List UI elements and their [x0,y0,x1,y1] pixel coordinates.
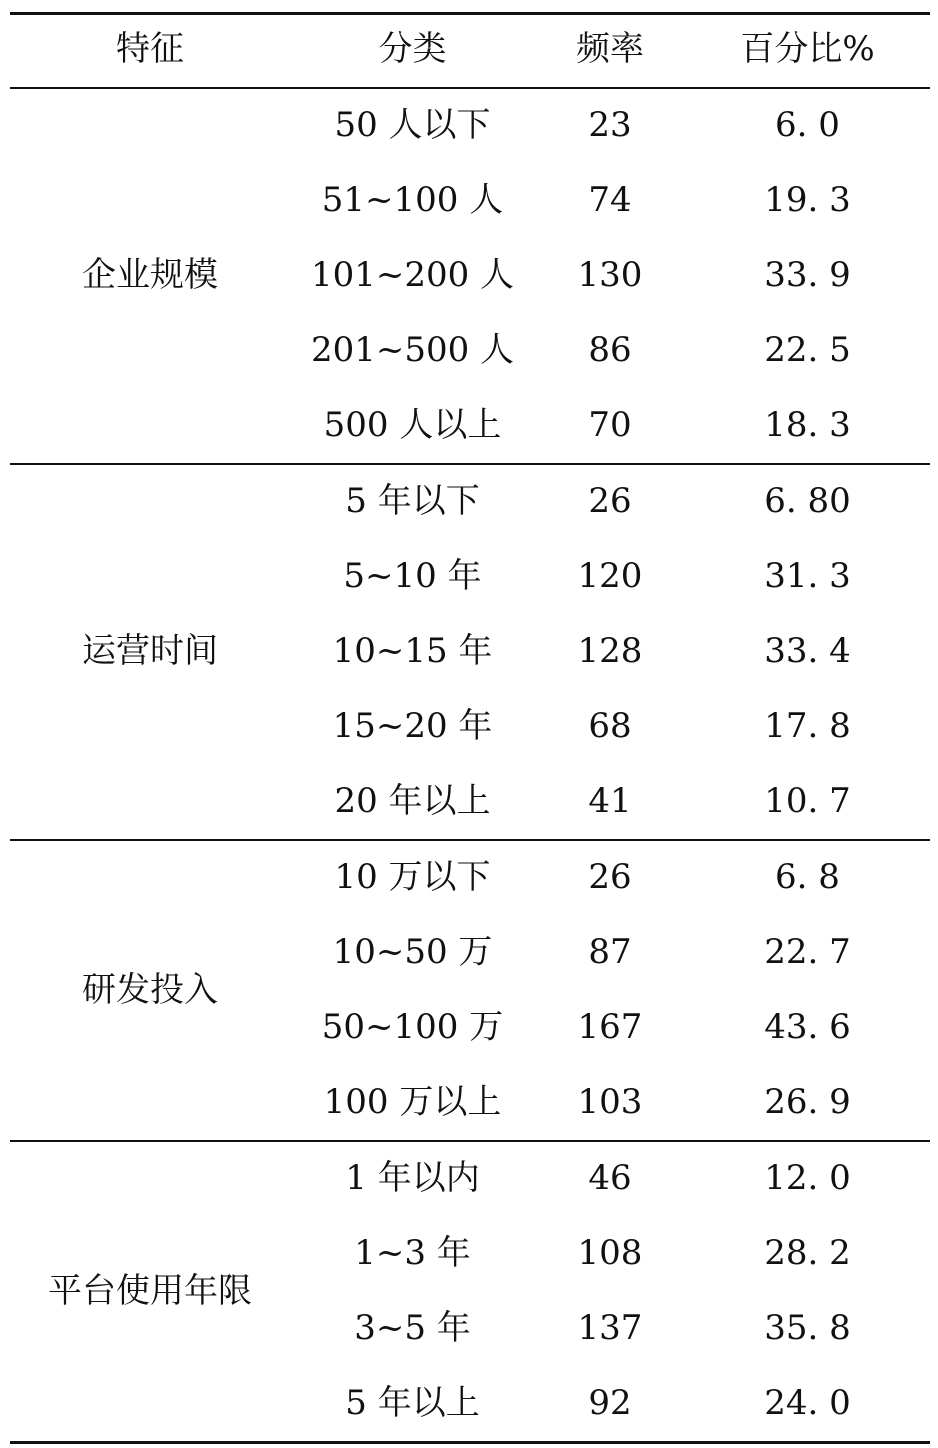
frequency-cell: 74 [588,180,632,220]
category-cell: 15~20 年 [332,706,493,746]
percent-cell: 35. 8 [764,1308,851,1348]
feature-cell: 平台使用年限 [48,1271,252,1311]
percent-cell: 43. 6 [764,1007,851,1047]
percent-cell: 6. 0 [775,105,840,145]
category-cell: 10~15 年 [332,631,493,671]
frequency-cell: 120 [577,556,643,596]
header-cell: 分类 [378,29,447,69]
percent-cell: 22. 7 [764,932,851,972]
percent-cell: 28. 2 [764,1233,851,1273]
category-cell: 1 年以内 [345,1158,480,1198]
frequency-cell: 23 [588,105,632,145]
frequency-cell: 137 [577,1308,643,1348]
category-cell: 20 年以上 [334,781,491,821]
percent-cell: 22. 5 [764,330,851,370]
category-cell: 10 万以下 [334,857,491,897]
frequency-cell: 128 [577,631,643,671]
feature-cell: 运营时间 [82,631,218,671]
category-cell: 50~100 万 [321,1007,504,1047]
category-cell: 3~5 年 [354,1308,471,1348]
category-cell: 101~200 人 [310,255,515,295]
frequency-cell: 86 [588,330,632,370]
bottom-rule [10,1441,930,1444]
frequency-cell: 70 [588,405,632,445]
category-cell: 10~50 万 [332,932,493,972]
percent-cell: 18. 3 [764,405,851,445]
percent-cell: 6. 80 [764,481,851,521]
category-cell: 201~500 人 [310,330,515,370]
category-cell: 50 人以下 [334,105,491,145]
category-cell: 5~10 年 [343,556,482,596]
frequency-cell: 68 [588,706,632,746]
percent-cell: 31. 3 [764,556,851,596]
percent-cell: 17. 8 [764,706,851,746]
category-cell: 500 人以上 [323,405,502,445]
header-cell: 百分比% [740,29,875,69]
percent-cell: 19. 3 [764,180,851,220]
frequency-cell: 108 [577,1233,643,1273]
feature-cell: 企业规模 [82,255,218,295]
frequency-cell: 46 [588,1158,632,1198]
frequency-cell: 87 [588,932,632,972]
frequency-cell: 167 [577,1007,643,1047]
percent-cell: 12. 0 [764,1158,851,1198]
percent-cell: 33. 9 [764,255,851,295]
category-cell: 5 年以上 [345,1383,480,1423]
frequency-cell: 41 [588,781,632,821]
frequency-cell: 130 [577,255,643,295]
percent-cell: 6. 8 [775,857,840,897]
percent-cell: 33. 4 [764,631,851,671]
frequency-cell: 92 [588,1383,632,1423]
percent-cell: 26. 9 [764,1082,851,1122]
feature-cell: 研发投入 [82,970,218,1010]
category-cell: 100 万以上 [323,1082,502,1122]
percent-cell: 24. 0 [764,1383,851,1423]
category-cell: 51~100 人 [321,180,504,220]
header-cell: 特征 [116,29,184,69]
category-cell: 1~3 年 [354,1233,471,1273]
frequency-cell: 26 [588,481,632,521]
header-cell: 频率 [576,29,644,69]
frequency-cell: 26 [588,857,632,897]
category-cell: 5 年以下 [345,481,480,521]
frequency-cell: 103 [577,1082,643,1122]
percent-cell: 10. 7 [764,781,851,821]
